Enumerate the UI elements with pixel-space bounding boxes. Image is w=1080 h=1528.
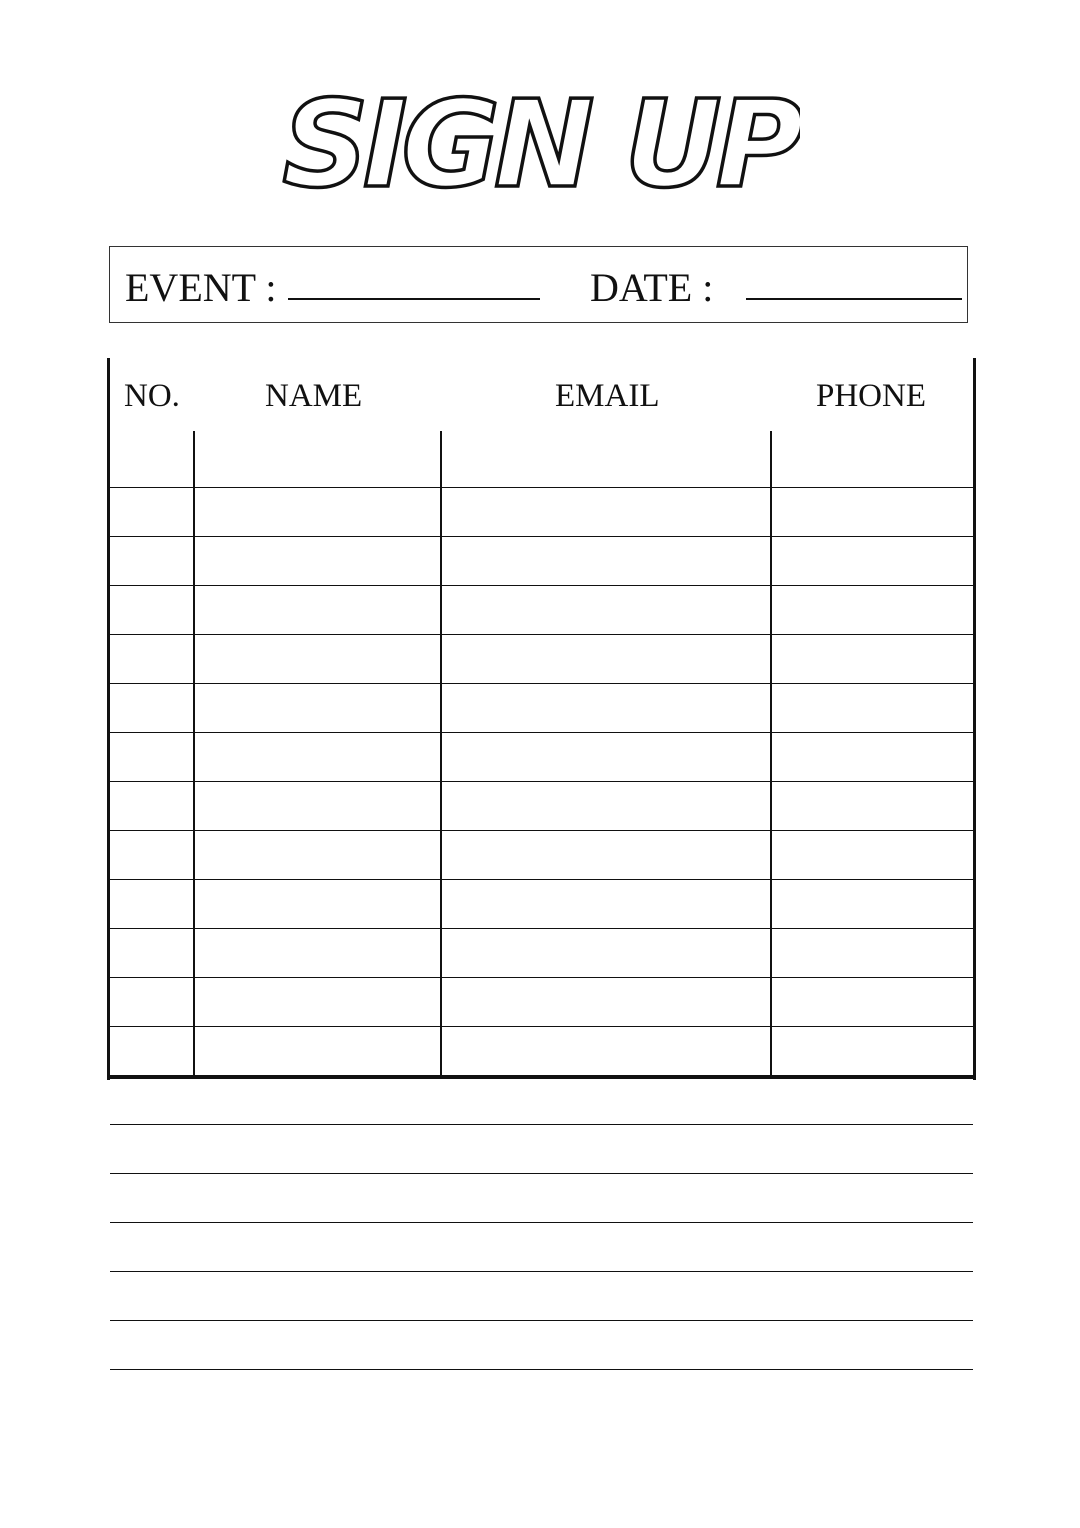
- column-header-phone: PHONE: [816, 378, 927, 414]
- table-cell-no[interactable]: [110, 431, 195, 477]
- table-cell-name[interactable]: [195, 634, 442, 680]
- table-cell-phone[interactable]: [772, 1075, 973, 1121]
- table-border-right: [973, 358, 976, 1080]
- table-cell-phone[interactable]: [772, 879, 973, 925]
- table-cell-email[interactable]: [442, 1222, 772, 1268]
- table-cell-no[interactable]: [110, 977, 195, 1023]
- table-cell-phone[interactable]: [772, 634, 973, 680]
- table-cell-phone[interactable]: [772, 1124, 973, 1170]
- table-cell-phone[interactable]: [772, 1320, 973, 1366]
- table-cell-email[interactable]: [442, 977, 772, 1023]
- table-cell-phone[interactable]: [772, 928, 973, 974]
- column-header-email: EMAIL: [555, 378, 660, 414]
- column-header-name: NAME: [265, 378, 363, 414]
- table-cell-phone[interactable]: [772, 1369, 973, 1415]
- table-cell-no[interactable]: [110, 1173, 195, 1219]
- table-cell-email[interactable]: [442, 1075, 772, 1121]
- column-header-no: NO.: [124, 378, 180, 414]
- table-cell-email[interactable]: [442, 928, 772, 974]
- table-cell-name[interactable]: [195, 977, 442, 1023]
- table-cell-phone[interactable]: [772, 977, 973, 1023]
- table-cell-no[interactable]: [110, 928, 195, 974]
- table-cell-name[interactable]: [195, 487, 442, 533]
- table-cell-name[interactable]: [195, 1173, 442, 1219]
- table-cell-no[interactable]: [110, 1271, 195, 1317]
- table-cell-name[interactable]: [195, 879, 442, 925]
- table-cell-name[interactable]: [195, 1222, 442, 1268]
- title-text: SIGN UP: [282, 76, 798, 208]
- table-cell-name[interactable]: [195, 536, 442, 582]
- table-cell-no[interactable]: [110, 585, 195, 631]
- table-cell-email[interactable]: [442, 879, 772, 925]
- event-field[interactable]: [288, 298, 540, 300]
- date-label: DATE :: [590, 265, 714, 310]
- table-cell-no[interactable]: [110, 830, 195, 876]
- table-cell-phone[interactable]: [772, 732, 973, 778]
- date-field[interactable]: [746, 298, 962, 300]
- table-cell-no[interactable]: [110, 879, 195, 925]
- table-cell-no[interactable]: [110, 1026, 195, 1072]
- table-cell-name[interactable]: [195, 1124, 442, 1170]
- table-cell-name[interactable]: [195, 1271, 442, 1317]
- table-cell-phone[interactable]: [772, 536, 973, 582]
- table-cell-no[interactable]: [110, 1369, 195, 1415]
- table-cell-no[interactable]: [110, 1124, 195, 1170]
- table-cell-name[interactable]: [195, 830, 442, 876]
- table-cell-email[interactable]: [442, 487, 772, 533]
- table-cell-name[interactable]: [195, 1320, 442, 1366]
- table-cell-name[interactable]: [195, 928, 442, 974]
- table-cell-phone[interactable]: [772, 683, 973, 729]
- table-cell-email[interactable]: [442, 585, 772, 631]
- table-cell-phone[interactable]: [772, 431, 973, 477]
- page-title: [0, 68, 1080, 208]
- title-lettering: [280, 68, 800, 208]
- table-cell-no[interactable]: [110, 1075, 195, 1121]
- table-cell-no[interactable]: [110, 1320, 195, 1366]
- table-cell-name[interactable]: [195, 1026, 442, 1072]
- table-cell-name[interactable]: [195, 1369, 442, 1415]
- table-cell-no[interactable]: [110, 1222, 195, 1268]
- table-cell-phone[interactable]: [772, 1271, 973, 1317]
- table-cell-phone[interactable]: [772, 585, 973, 631]
- table-cell-email[interactable]: [442, 683, 772, 729]
- table-cell-email[interactable]: [442, 634, 772, 680]
- table-cell-phone[interactable]: [772, 1026, 973, 1072]
- table-cell-phone[interactable]: [772, 487, 973, 533]
- table-cell-name[interactable]: [195, 781, 442, 827]
- table-cell-no[interactable]: [110, 781, 195, 827]
- table-cell-phone[interactable]: [772, 1173, 973, 1219]
- table-cell-name[interactable]: [195, 585, 442, 631]
- table-cell-name[interactable]: [195, 683, 442, 729]
- table-cell-email[interactable]: [442, 1173, 772, 1219]
- table-cell-phone[interactable]: [772, 830, 973, 876]
- table-cell-email[interactable]: [442, 830, 772, 876]
- table-cell-email[interactable]: [442, 1124, 772, 1170]
- table-cell-name[interactable]: [195, 431, 442, 477]
- table-cell-email[interactable]: [442, 1320, 772, 1366]
- table-cell-email[interactable]: [442, 431, 772, 477]
- table-cell-email[interactable]: [442, 781, 772, 827]
- table-cell-no[interactable]: [110, 487, 195, 533]
- signup-table: [107, 358, 976, 1080]
- table-cell-email[interactable]: [442, 1271, 772, 1317]
- table-cell-name[interactable]: [195, 1075, 442, 1121]
- table-cell-no[interactable]: [110, 732, 195, 778]
- table-cell-email[interactable]: [442, 732, 772, 778]
- event-label: EVENT :: [125, 265, 277, 310]
- table-cell-email[interactable]: [442, 536, 772, 582]
- table-cell-email[interactable]: [442, 1026, 772, 1072]
- table-cell-no[interactable]: [110, 683, 195, 729]
- table-cell-no[interactable]: [110, 536, 195, 582]
- table-cell-phone[interactable]: [772, 1222, 973, 1268]
- table-cell-phone[interactable]: [772, 781, 973, 827]
- table-cell-no[interactable]: [110, 634, 195, 680]
- table-cell-email[interactable]: [442, 1369, 772, 1415]
- table-cell-name[interactable]: [195, 732, 442, 778]
- event-date-box: [109, 246, 968, 323]
